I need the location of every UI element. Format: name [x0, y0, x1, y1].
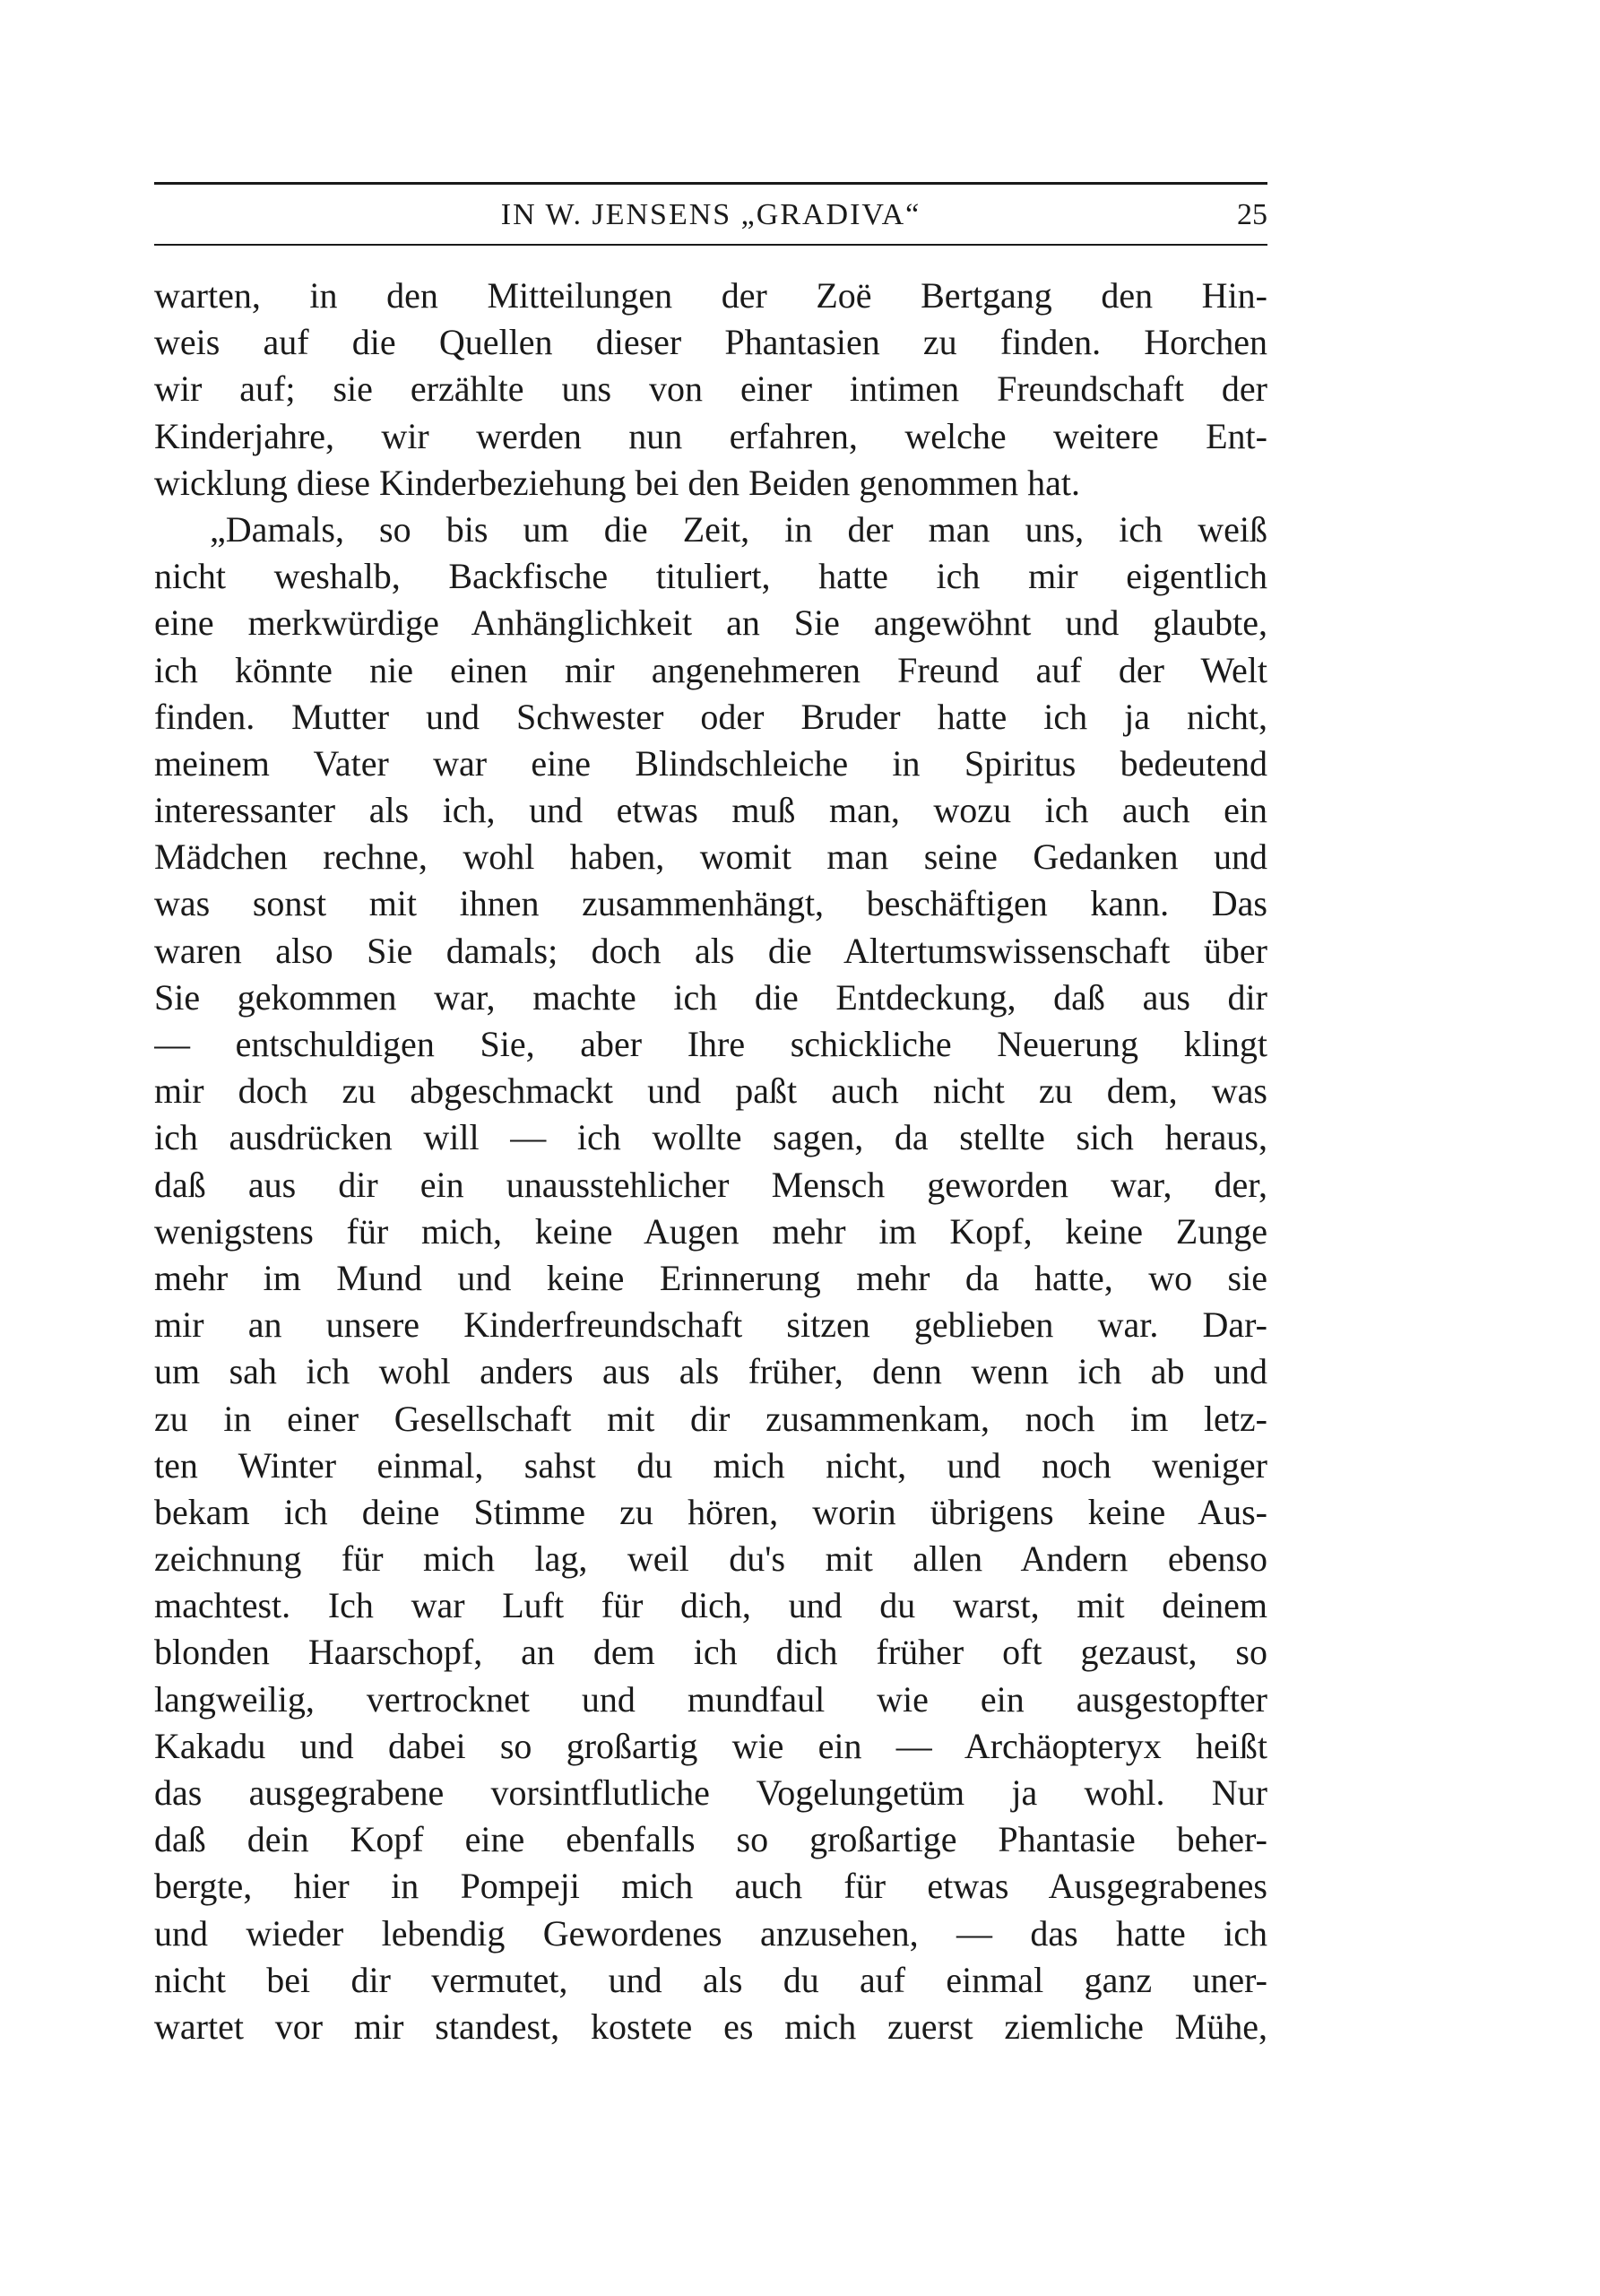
- page-number: 25: [1237, 198, 1267, 231]
- text-line: waren also Sie damals; doch als die Altertumswissenschaft über: [154, 930, 1267, 971]
- text-line: interessanter als ich, und etwas muß man, wozu ich auch ein: [154, 790, 1267, 831]
- text-line: mehr im Mund und keine Erinnerung mehr da hatte, wo sie: [154, 1257, 1267, 1298]
- text-line: Kinderjahre, wir werden nun erfahren, welche weitere Ent-: [154, 415, 1267, 456]
- header-rule-bottom: [154, 244, 1267, 246]
- text-line: wartet vor mir standest, kostete es mich zuerst ziemliche Mühe,: [154, 2006, 1267, 2047]
- header-rule-top: [154, 182, 1267, 185]
- text-line: ich könnte nie einen mir angenehmeren Freund auf der Welt: [154, 649, 1267, 690]
- text-line: — entschuldigen Sie, aber Ihre schickliche Neuerung klingt: [154, 1024, 1267, 1064]
- text-line: langweilig, vertrocknet und mundfaul wie ein ausgestopfter: [154, 1678, 1267, 1720]
- text-line: bergte, hier in Pompeji mich auch für etwas Ausgegrabenes: [154, 1866, 1267, 1907]
- text-line: nicht weshalb, Backfische tituliert, hatte ich mir eigentlich: [154, 556, 1267, 597]
- text-line: Mädchen rechne, wohl haben, womit man seine Gedanken und: [154, 836, 1267, 878]
- text-line: Sie gekommen war, machte ich die Entdeckung, daß aus dir: [154, 976, 1267, 1018]
- text-line: mir doch zu abgeschmackt und paßt auch nicht zu dem, was: [154, 1070, 1267, 1112]
- text-line: daß dein Kopf eine ebenfalls so großartige Phantasie beher-: [154, 1819, 1267, 1860]
- quote-paragraph-start: „Damals, so bis um die Zeit, in der man uns, ich weiß: [210, 508, 1267, 550]
- text-line: zeichnung für mich lag, weil du's mit allen Andern ebenso: [154, 1538, 1267, 1580]
- text-line: nicht bei dir vermutet, und als du auf einmal ganz uner-: [154, 1959, 1267, 2000]
- text-line: daß aus dir ein unausstehlicher Mensch geworden war, der,: [154, 1164, 1267, 1205]
- text-line: ich ausdrücken will — ich wollte sagen, da stellte sich heraus,: [154, 1117, 1267, 1158]
- text-line: machtest. Ich war Luft für dich, und du warst, mit deinem: [154, 1585, 1267, 1626]
- text-line: ten Winter einmal, sahst du mich nicht, und noch weniger: [154, 1444, 1267, 1486]
- text-line: bekam ich deine Stimme zu hören, worin übrigens keine Aus-: [154, 1491, 1267, 1532]
- text-line: wicklung diese Kinderbeziehung bei den Beiden genommen hat.: [154, 462, 1081, 503]
- text-line: finden. Mutter und Schwester oder Bruder hatte ich ja nicht,: [154, 696, 1267, 737]
- text-line: blonden Haarschopf, an dem ich dich früher oft gezaust, so: [154, 1632, 1267, 1673]
- text-line: das ausgegrabene vorsintflutliche Vogelungetüm ja wohl. Nur: [154, 1772, 1267, 1813]
- running-header: [154, 193, 1267, 238]
- text-line: meinem Vater war eine Blindschleiche in Spiritus bedeutend: [154, 742, 1267, 784]
- text-line: um sah ich wohl anders aus als früher, denn wenn ich ab und: [154, 1351, 1267, 1392]
- body-text: [154, 273, 1267, 2050]
- text-line: mir an unsere Kinderfreundschaft sitzen geblieben war. Dar-: [154, 1304, 1267, 1346]
- text-line: was sonst mit ihnen zusammenhängt, beschäftigen kann. Das: [154, 883, 1267, 924]
- text-line: wir auf; sie erzählte uns von einer intimen Freundschaft der: [154, 368, 1267, 410]
- text-line: wenigstens für mich, keine Augen mehr im Kopf, keine Zunge: [154, 1210, 1267, 1252]
- running-title: IN W. JENSENS „GRADIVA“: [500, 198, 921, 231]
- text-line: weis auf die Quellen dieser Phantasien zu finden. Horchen: [154, 322, 1267, 363]
- text-line: zu in einer Gesellschaft mit dir zusammenkam, noch im letz-: [154, 1398, 1267, 1439]
- text-line: Kakadu und dabei so großartig wie ein — Archäopteryx heißt: [154, 1725, 1267, 1766]
- text-line: warten, in den Mitteilungen der Zoë Bertgang den Hin-: [154, 275, 1267, 316]
- text-line: eine merkwürdige Anhänglichkeit an Sie angewöhnt und glaubte,: [154, 602, 1267, 644]
- text-line: und wieder lebendig Gewordenes anzusehen, — das hatte ich: [154, 1912, 1267, 1954]
